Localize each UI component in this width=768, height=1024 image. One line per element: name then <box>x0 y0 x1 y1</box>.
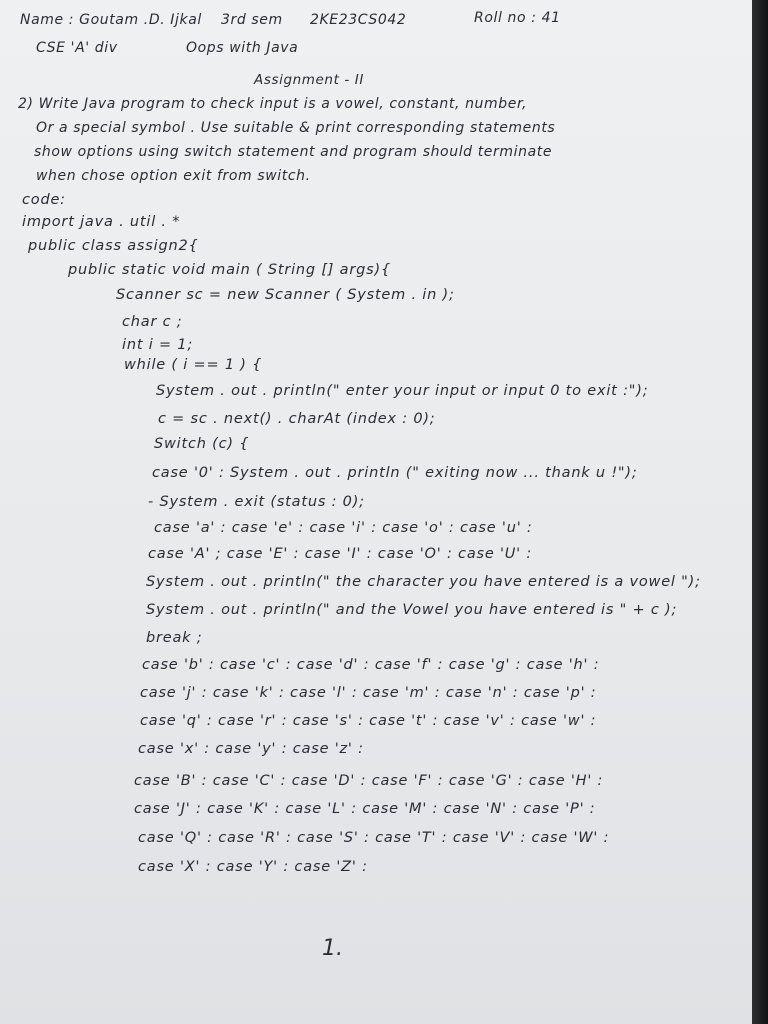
code-line: case 'x' : case 'y' : case 'z' : <box>138 741 364 757</box>
code-line: System . out . println(" enter your input or input 0 to exit :"); <box>156 383 649 399</box>
background-edge <box>752 0 768 1024</box>
code-label: code: <box>22 192 66 208</box>
question-line: Or a special symbol . Use suitable & print corresponding statements <box>36 120 556 136</box>
code-line: - System . exit (status : 0); <box>148 494 365 510</box>
code-line: case 'a' : case 'e' : case 'i' : case 'o' : case 'u' : <box>154 520 533 536</box>
question-line: when chose option exit from switch. <box>36 168 311 184</box>
code-line: import java . util . * <box>22 214 181 230</box>
question-line: show options using switch statement and program should terminate <box>34 144 553 160</box>
question-line: 2) Write Java program to check input is a vowel, constant, number, <box>18 96 528 112</box>
code-line: Scanner sc = new Scanner ( System . in ); <box>116 287 455 303</box>
code-line: case '0' : System . out . println (" exiting now ... thank u !"); <box>152 465 638 481</box>
code-line: System . out . println(" and the Vowel you have entered is " + c ); <box>146 602 678 618</box>
code-line: case 'X' : case 'Y' : case 'Z' : <box>138 859 368 875</box>
code-line: System . out . println(" the character you have entered is a vowel "); <box>146 574 701 590</box>
code-line: break ; <box>146 630 203 646</box>
code-line: c = sc . next() . charAt (index : 0); <box>158 411 436 427</box>
code-line: case 'q' : case 'r' : case 's' : case 't' : case 'v' : case 'w' : <box>140 713 597 729</box>
page-number: 1. <box>322 936 343 961</box>
code-line: case 'Q' : case 'R' : case 'S' : case 'T' : case 'V' : case 'W' : <box>138 830 610 846</box>
division: CSE 'A' div <box>36 40 118 56</box>
assignment-title: Assignment - II <box>254 72 364 88</box>
student-name: Name : Goutam .D. Ijkal <box>20 12 202 28</box>
code-line: char c ; <box>122 314 183 330</box>
code-line: public static void main ( String [] args){ <box>68 262 391 278</box>
roll-number: Roll no : 41 <box>474 10 561 26</box>
semester: 3rd sem <box>221 12 283 28</box>
subject: Oops with Java <box>186 40 299 56</box>
code-line: case 'b' : case 'c' : case 'd' : case 'f' : case 'g' : case 'h' : <box>142 657 600 673</box>
code-line: int i = 1; <box>122 337 194 353</box>
usn: 2KE23CS042 <box>310 12 407 28</box>
code-line: case 'J' : case 'K' : case 'L' : case 'M' : case 'N' : case 'P' : <box>134 801 596 817</box>
code-line: while ( i == 1 ) { <box>124 357 263 373</box>
code-line: Switch (c) { <box>154 436 250 452</box>
code-line: public class assign2{ <box>28 238 199 254</box>
code-line: case 'A' ; case 'E' : case 'I' : case 'O' : case 'U' : <box>148 546 533 562</box>
code-line: case 'j' : case 'k' : case 'l' : case 'm' : case 'n' : case 'p' : <box>140 685 597 701</box>
code-line: case 'B' : case 'C' : case 'D' : case 'F' : case 'G' : case 'H' : <box>134 773 604 789</box>
